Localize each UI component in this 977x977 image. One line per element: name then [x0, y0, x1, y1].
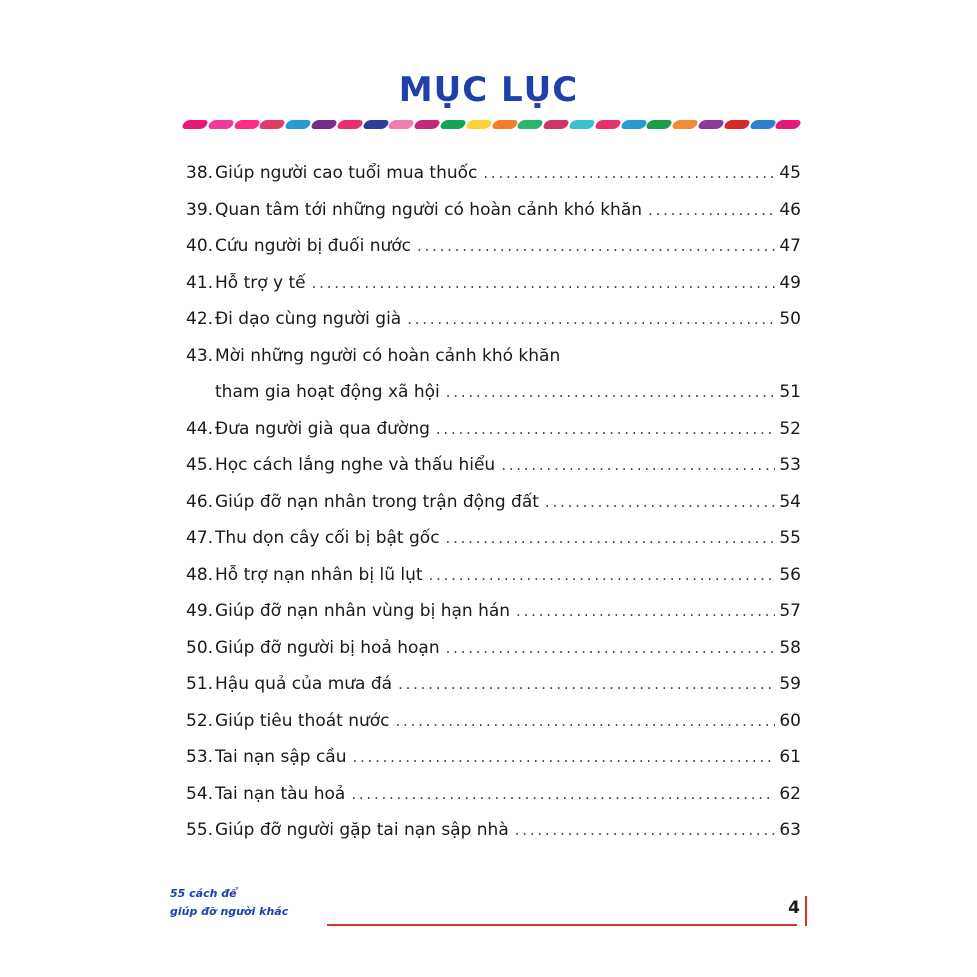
- toc-entry-page: 46: [779, 199, 801, 220]
- toc-entry: [186, 812, 801, 849]
- stripe-segment: [645, 120, 673, 129]
- toc-entry: [186, 666, 801, 703]
- toc-entry-page: 55: [779, 528, 801, 548]
- toc-entry-title: Giúp đỡ nạn nhân trong trận động đất: [215, 491, 539, 512]
- toc-leader-dots: [429, 557, 775, 594]
- toc-entry-number: 45.: [186, 455, 214, 475]
- toc-entry-page: 56: [779, 564, 801, 585]
- toc-entry-number: 49.: [186, 601, 214, 621]
- toc-leader-dots: [312, 265, 775, 302]
- toc-entry-title: Thu dọn cây cối bị bật gốc: [215, 528, 440, 548]
- footer-book-brand: [170, 885, 330, 921]
- decorative-color-stripe: [183, 120, 800, 131]
- toc-leader-dots: [446, 630, 775, 667]
- table-of-contents: [186, 155, 801, 849]
- toc-entry-title: Tai nạn sập cầu: [215, 747, 347, 767]
- toc-entry-number: 43.: [186, 345, 214, 366]
- stripe-segment: [387, 120, 415, 129]
- toc-leader-dots: [417, 228, 775, 265]
- toc-entry-number: 55.: [186, 820, 214, 840]
- stripe-segment: [465, 120, 493, 129]
- toc-leader-dots: [398, 666, 775, 703]
- toc-entry-page: 49: [779, 272, 801, 293]
- toc-entry-number: 42.: [186, 309, 214, 329]
- stripe-segment: [310, 120, 338, 129]
- toc-entry-number: 50.: [186, 637, 214, 658]
- toc-entry-title: Giúp người cao tuổi mua thuốc: [215, 163, 478, 183]
- footer-rule-tick: [805, 896, 807, 926]
- footer-brand-line2: giúp đỡ người khác: [170, 905, 289, 918]
- toc-entry: [186, 557, 801, 594]
- toc-entry-title-continued: tham gia hoạt động xã hội: [215, 382, 440, 402]
- toc-entry-title: Giúp đỡ nạn nhân vùng bị hạn hán: [215, 601, 511, 621]
- stripe-segment: [542, 120, 570, 129]
- stripe-segment: [284, 120, 312, 129]
- toc-leader-dots: [446, 374, 775, 411]
- footer-page-number: 4: [788, 898, 800, 918]
- toc-leader-dots: [516, 593, 775, 630]
- toc-entry-title: Tai nạn tàu hoả: [215, 783, 346, 804]
- stripe-segment: [594, 120, 622, 129]
- stripe-segment: [748, 120, 776, 129]
- stripe-segment: [232, 120, 260, 129]
- toc-leader-dots: [436, 411, 775, 448]
- toc-entry-page: 58: [779, 637, 801, 658]
- toc-leader-dots: [446, 520, 775, 557]
- stripe-segment: [619, 120, 647, 129]
- toc-leader-dots: [648, 192, 775, 229]
- stripe-segment: [439, 120, 467, 129]
- toc-entry-title: Giúp đỡ người gặp tai nạn sập nhà: [215, 820, 509, 840]
- toc-leader-dots: [483, 155, 775, 192]
- toc-entry-number: 38.: [186, 163, 214, 183]
- toc-entry: [186, 776, 801, 813]
- toc-entry-number: 41.: [186, 272, 214, 293]
- toc-leader-dots: [545, 484, 775, 521]
- toc-entry-title: Hỗ trợ y tế: [215, 272, 306, 293]
- stripe-segment: [207, 120, 235, 129]
- toc-entry: [186, 739, 801, 776]
- toc-entry-page: 60: [779, 710, 801, 731]
- toc-entry-title: Quan tâm tới những người có hoàn cảnh khó khăn: [215, 199, 643, 220]
- toc-entry-page: 50: [779, 309, 801, 329]
- toc-entry: [186, 192, 801, 229]
- toc-entry-page: 61: [779, 747, 801, 767]
- toc-entry-page: 63: [779, 820, 801, 840]
- toc-leader-dots: [407, 301, 775, 338]
- toc-leader-dots: [353, 739, 776, 776]
- toc-entry-title: Mời những người có hoàn cảnh khó khăn: [215, 345, 561, 366]
- toc-entry-number: 52.: [186, 710, 214, 731]
- toc-entry: [186, 155, 801, 192]
- toc-entry: [186, 265, 801, 302]
- toc-leader-dots: [351, 776, 775, 813]
- toc-entry: [186, 484, 801, 521]
- toc-entry-title: Hỗ trợ nạn nhân bị lũ lụt: [215, 564, 423, 585]
- toc-entry-number: 53.: [186, 747, 214, 767]
- toc-entry-number: 48.: [186, 564, 214, 585]
- toc-entry-page: 45: [779, 163, 801, 183]
- toc-entry-number: 47.: [186, 528, 214, 548]
- toc-entry-page: 51: [779, 382, 801, 402]
- toc-entry: [186, 447, 801, 484]
- toc-entry-number: 51.: [186, 674, 214, 694]
- stripe-segment: [413, 120, 441, 129]
- stripe-segment: [258, 120, 286, 129]
- toc-entry: [186, 703, 801, 740]
- toc-entry: [186, 301, 801, 338]
- toc-entry-title: Giúp tiêu thoát nước: [215, 710, 390, 731]
- stripe-segment: [181, 120, 209, 129]
- toc-entry-title: Đưa người già qua đường: [215, 418, 430, 439]
- footer-rule: [327, 924, 797, 926]
- toc-leader-dots: [501, 447, 775, 484]
- stripe-segment: [723, 120, 751, 129]
- footer-brand-line1: 55 cách để: [170, 887, 237, 900]
- toc-leader-dots: [515, 812, 775, 849]
- toc-entry: [186, 228, 801, 265]
- stripe-segment: [568, 120, 596, 129]
- toc-entry-number: 39.: [186, 199, 214, 220]
- toc-entry-page: 52: [779, 418, 801, 439]
- toc-entry-title: Hậu quả của mưa đá: [215, 674, 393, 694]
- toc-leader-dots: [396, 703, 775, 740]
- stripe-segment: [336, 120, 364, 129]
- toc-entry: [186, 593, 801, 630]
- stripe-segment: [774, 120, 802, 129]
- page-title: MỤC LỤC: [398, 70, 579, 110]
- stripe-segment: [671, 120, 699, 129]
- stripe-segment: [490, 120, 518, 129]
- toc-entry-page: 53: [779, 455, 801, 475]
- toc-entry-number: 46.: [186, 491, 214, 512]
- toc-entry: [186, 338, 801, 411]
- toc-entry: [186, 520, 801, 557]
- toc-entry-page: 47: [779, 236, 801, 256]
- toc-entry-title: Học cách lắng nghe và thấu hiểu: [215, 455, 496, 475]
- toc-entry-page: 54: [779, 491, 801, 512]
- toc-entry-title: Đi dạo cùng người già: [215, 309, 402, 329]
- stripe-segment: [697, 120, 725, 129]
- toc-entry: [186, 630, 801, 667]
- toc-entry-title: Giúp đỡ người bị hoả hoạn: [215, 637, 440, 658]
- toc-entry-page: 62: [779, 783, 801, 804]
- toc-entry-number: 40.: [186, 236, 214, 256]
- toc-entry-number: 54.: [186, 783, 214, 804]
- toc-entry-page: 57: [779, 601, 801, 621]
- toc-entry: [186, 411, 801, 448]
- stripe-segment: [361, 120, 389, 129]
- toc-entry-number: 44.: [186, 418, 214, 439]
- toc-entry-title: Cứu người bị đuối nước: [215, 236, 411, 256]
- toc-entry-page: 59: [779, 674, 801, 694]
- stripe-segment: [516, 120, 544, 129]
